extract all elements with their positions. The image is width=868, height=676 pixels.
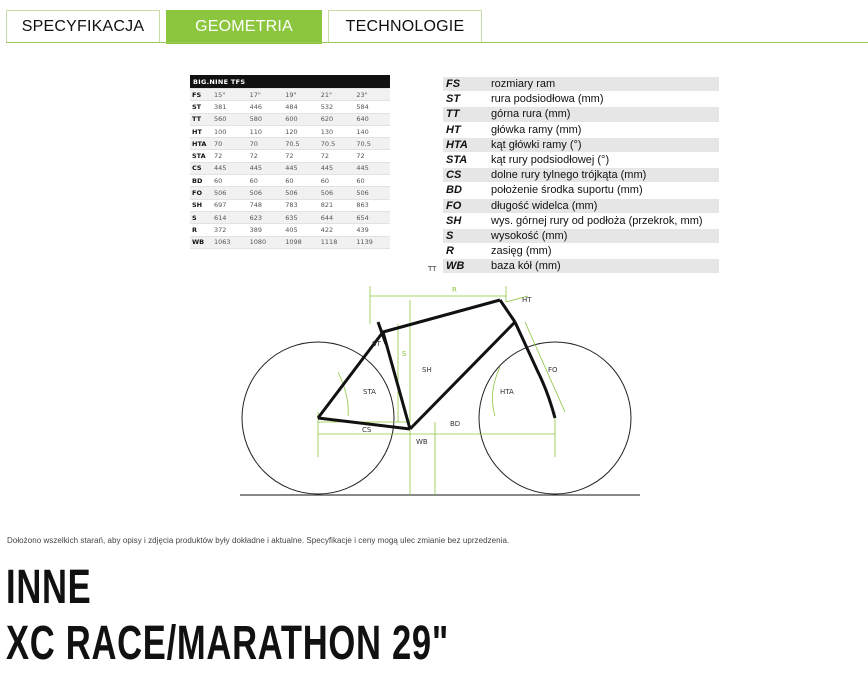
geometry-cell: 532 <box>319 101 355 113</box>
label-cs: CS <box>362 426 372 434</box>
legend-code: TT <box>443 107 487 122</box>
geometry-row <box>190 101 390 113</box>
geometry-cell: 60 <box>354 175 390 187</box>
geometry-cell: 15" <box>212 89 248 101</box>
geometry-cell: 600 <box>283 113 319 125</box>
geometry-cell: 70.5 <box>283 138 319 150</box>
geometry-cell: 1063 <box>212 236 248 248</box>
geometry-row-code: STA <box>190 150 212 162</box>
geometry-cell: 1098 <box>283 236 319 248</box>
bike-frame <box>318 300 555 429</box>
geometry-row <box>190 224 390 236</box>
legend-code: FO <box>443 198 487 213</box>
geometry-cell: 446 <box>248 101 284 113</box>
geometry-cell: 120 <box>283 125 319 137</box>
geometry-row-code: SH <box>190 199 212 211</box>
legend-code: HTA <box>443 137 487 152</box>
legend-row <box>443 107 719 122</box>
geometry-cell: 70 <box>248 138 284 150</box>
label-hta: HTA <box>500 388 514 396</box>
geometry-cell: 70.5 <box>319 138 355 150</box>
label-sh: SH <box>422 366 432 374</box>
geometry-row <box>190 187 390 199</box>
geometry-cell: 72 <box>283 150 319 162</box>
geometry-cell: 439 <box>354 224 390 236</box>
geometry-cell: 445 <box>283 162 319 174</box>
geometry-cell: 381 <box>212 101 248 113</box>
geometry-cell: 72 <box>319 150 355 162</box>
geometry-cell: 60 <box>319 175 355 187</box>
geometry-cell: 748 <box>248 199 284 211</box>
legend-code: CS <box>443 168 487 183</box>
geometry-cell: 372 <box>212 224 248 236</box>
geometry-cell: 72 <box>354 150 390 162</box>
legend-label: wysokość (mm) <box>488 228 719 243</box>
geometry-cell: 484 <box>283 101 319 113</box>
geometry-row <box>190 125 390 137</box>
geometry-row <box>190 162 390 174</box>
geometry-cell: 17" <box>248 89 284 101</box>
legend-row <box>443 152 719 167</box>
geometry-row <box>190 138 390 150</box>
geometry-cell: 23" <box>354 89 390 101</box>
legend-row <box>443 77 719 92</box>
tab-technologie[interactable]: TECHNOLOGIE <box>328 10 482 42</box>
legend-label: główka ramy (mm) <box>488 122 719 137</box>
geometry-row <box>190 113 390 125</box>
legend-code: BD <box>443 183 487 198</box>
legend-code: HT <box>443 122 487 137</box>
tab-bar <box>0 0 868 44</box>
geometry-cell: 506 <box>248 187 284 199</box>
geometry-cell: 100 <box>212 125 248 137</box>
geometry-row <box>190 199 390 211</box>
legend-code: ST <box>443 92 487 107</box>
geometry-row-code: HT <box>190 125 212 137</box>
geometry-cell: 19" <box>283 89 319 101</box>
geometry-row <box>190 211 390 223</box>
geometry-cell: 654 <box>354 211 390 223</box>
legend-row <box>443 183 719 198</box>
geometry-cell: 635 <box>283 211 319 223</box>
geometry-cell: 445 <box>248 162 284 174</box>
legend-label: położenie środka suportu (mm) <box>488 183 719 198</box>
geometry-cell: 21" <box>319 89 355 101</box>
geometry-cell: 584 <box>354 101 390 113</box>
legend-row <box>443 228 719 243</box>
geometry-cell: 60 <box>248 175 284 187</box>
label-st: ST <box>372 340 381 348</box>
legend-row <box>443 198 719 213</box>
geometry-cell: 389 <box>248 224 284 236</box>
geometry-cell: 506 <box>212 187 248 199</box>
category-heading: INNE <box>6 561 92 614</box>
geometry-cell: 110 <box>248 125 284 137</box>
geometry-row-code: WB <box>190 236 212 248</box>
geometry-cell: 1080 <box>248 236 284 248</box>
geometry-cell: 72 <box>248 150 284 162</box>
legend-label: górna rura (mm) <box>488 107 719 122</box>
legend-label: rozmiary ram <box>488 77 719 92</box>
legend-label: baza kół (mm) <box>488 259 719 274</box>
legend-label: kąt rury podsiodłowej (°) <box>488 152 719 167</box>
geometry-cell: 863 <box>354 199 390 211</box>
geometry-row-code: TT <box>190 113 212 125</box>
geometry-cell: 506 <box>319 187 355 199</box>
geometry-cell: 644 <box>319 211 355 223</box>
geometry-cell: 70.5 <box>354 138 390 150</box>
geometry-cell: 60 <box>212 175 248 187</box>
geometry-row-code: FO <box>190 187 212 199</box>
geometry-cell: 697 <box>212 199 248 211</box>
geometry-row <box>190 89 390 101</box>
legend-label: dolne rury tylnego trójkąta (mm) <box>488 168 719 183</box>
legend-row <box>443 168 719 183</box>
legend-row <box>443 213 719 228</box>
geometry-cell: 70 <box>212 138 248 150</box>
geometry-cell: 506 <box>283 187 319 199</box>
geometry-row-code: BD <box>190 175 212 187</box>
geometry-cell: 130 <box>319 125 355 137</box>
geometry-cell: 614 <box>212 211 248 223</box>
legend-code: WB <box>443 259 487 274</box>
label-tt: TT <box>428 265 437 273</box>
geometry-cell: 821 <box>319 199 355 211</box>
geometry-cell: 422 <box>319 224 355 236</box>
geometry-cell: 60 <box>283 175 319 187</box>
legend-row <box>443 92 719 107</box>
legend-label: wys. górnej rury od podłoża (przekrok, mm) <box>488 213 719 228</box>
legend-label: kąt główki ramy (°) <box>488 137 719 152</box>
geometry-cell: 580 <box>248 113 284 125</box>
legend-row <box>443 137 719 152</box>
bike-geometry-diagram <box>170 262 670 507</box>
label-ht: HT <box>522 296 532 304</box>
geometry-legend <box>443 77 719 274</box>
label-wb: WB <box>416 438 428 446</box>
legend-row <box>443 122 719 137</box>
subcategory-heading: XC RACE/MARATHON 29" <box>6 617 449 670</box>
geometry-cell: 1118 <box>319 236 355 248</box>
geometry-row <box>190 150 390 162</box>
geometry-row <box>190 175 390 187</box>
legend-label: zasięg (mm) <box>488 244 719 259</box>
geometry-cell: 640 <box>354 113 390 125</box>
geometry-cell: 72 <box>212 150 248 162</box>
geometry-cell: 1139 <box>354 236 390 248</box>
geometry-table <box>190 75 390 249</box>
geometry-cell: 445 <box>212 162 248 174</box>
label-sta: STA <box>363 388 376 396</box>
label-fo: FO <box>548 366 558 374</box>
geometry-row-code: FS <box>190 89 212 101</box>
legend-label: długość widelca (mm) <box>488 198 719 213</box>
geometry-cell: 405 <box>283 224 319 236</box>
legend-code: FS <box>443 77 487 92</box>
legend-code: STA <box>443 152 487 167</box>
geometry-cell: 783 <box>283 199 319 211</box>
geometry-cell: 560 <box>212 113 248 125</box>
label-s: S <box>402 350 407 358</box>
legend-code: R <box>443 244 487 259</box>
geometry-cell: 445 <box>319 162 355 174</box>
legend-code: S <box>443 228 487 243</box>
label-bd: BD <box>450 420 461 428</box>
legend-code: SH <box>443 213 487 228</box>
geometry-cell: 445 <box>354 162 390 174</box>
geometry-row-code: CS <box>190 162 212 174</box>
tab-geometria[interactable]: GEOMETRIA <box>166 10 322 44</box>
disclaimer-text: Dołożono wszelkich starań, aby opisy i zdjęcia produktów były dokładne i aktualne. Specyfikacje i ceny mogą ulec zmianie bez uprzedzenia. <box>7 536 510 545</box>
geometry-row <box>190 236 390 248</box>
label-r: R <box>452 286 457 294</box>
tab-underline <box>6 42 868 43</box>
geometry-row-code: S <box>190 211 212 223</box>
geometry-cell: 140 <box>354 125 390 137</box>
geometry-cell: 506 <box>354 187 390 199</box>
geometry-row-code: R <box>190 224 212 236</box>
geometry-row-code: ST <box>190 101 212 113</box>
tab-specyfikacja[interactable]: SPECYFIKACJA <box>6 10 160 42</box>
geometry-table-model: BIG.NINE TFS <box>190 75 390 89</box>
geometry-cell: 623 <box>248 211 284 223</box>
legend-row <box>443 244 719 259</box>
legend-label: rura podsiodłowa (mm) <box>488 92 719 107</box>
geometry-row-code: HTA <box>190 138 212 150</box>
geometry-cell: 620 <box>319 113 355 125</box>
